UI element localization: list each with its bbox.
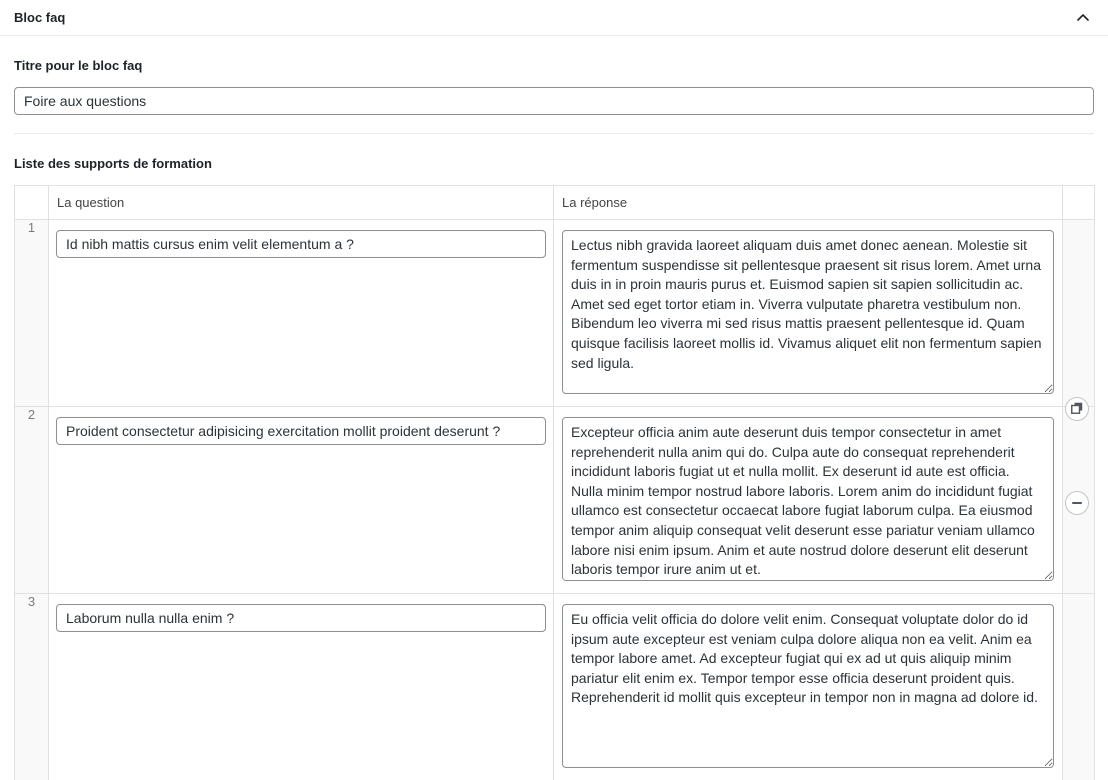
row-order-handle[interactable]: 2	[15, 407, 49, 594]
panel-title: Bloc faq	[14, 10, 66, 25]
question-input[interactable]	[56, 230, 546, 258]
remove-row-button[interactable]	[1065, 491, 1089, 515]
faq-repeater	[14, 185, 1094, 780]
answer-cell	[554, 594, 1063, 780]
row-actions-cell	[1063, 594, 1095, 780]
table-row	[15, 594, 1095, 780]
faq-title-input[interactable]	[14, 87, 1094, 115]
duplicate-icon	[1071, 402, 1083, 417]
section-divider	[14, 133, 1094, 134]
repeater-label: Liste des supports de formation	[14, 156, 212, 171]
chevron-up-icon	[1076, 10, 1090, 25]
row-order-handle[interactable]: 3	[15, 594, 49, 780]
title-field-label: Titre pour le bloc faq	[14, 58, 143, 73]
title-field-section	[0, 58, 1108, 134]
answer-textarea[interactable]	[562, 417, 1054, 581]
answer-cell	[554, 220, 1063, 407]
question-input[interactable]	[56, 604, 546, 632]
answer-cell	[554, 407, 1063, 594]
answer-column-header: La réponse	[554, 186, 1063, 220]
duplicate-row-button[interactable]	[1065, 397, 1089, 421]
answer-textarea[interactable]	[562, 604, 1054, 768]
table-row	[15, 220, 1095, 407]
action-column-header	[1063, 186, 1095, 220]
row-order-handle[interactable]: 1	[15, 220, 49, 407]
collapse-panel-button[interactable]	[1074, 8, 1092, 27]
question-cell	[49, 220, 554, 407]
question-cell	[49, 594, 554, 780]
panel-header	[0, 0, 1108, 36]
question-cell	[49, 407, 554, 594]
question-input[interactable]	[56, 417, 546, 445]
answer-textarea[interactable]	[562, 230, 1054, 394]
table-row	[15, 407, 1095, 594]
table-header-row	[15, 186, 1095, 220]
row-actions-cell	[1063, 220, 1095, 407]
minus-icon	[1072, 502, 1082, 504]
faq-table	[14, 185, 1095, 780]
question-column-header: La question	[49, 186, 554, 220]
order-column-header	[15, 186, 49, 220]
repeater-section	[0, 156, 1108, 171]
